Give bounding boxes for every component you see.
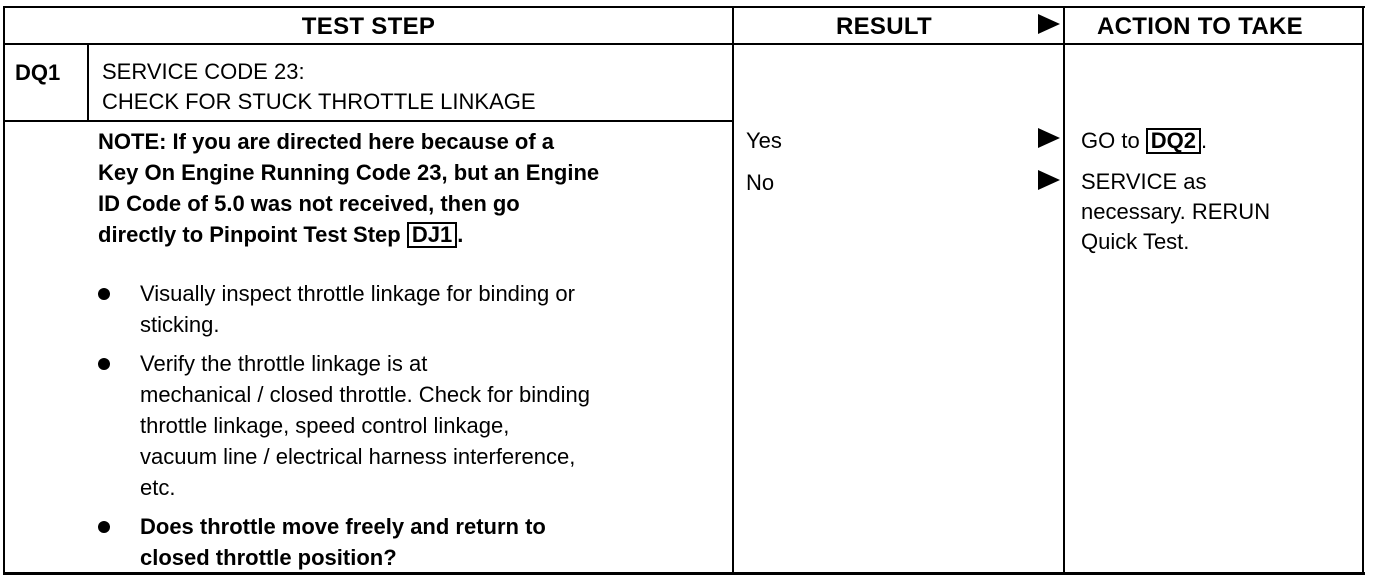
frame-right (1362, 6, 1364, 575)
bullet3-line1: Does throttle move freely and return to (140, 514, 546, 539)
step-title-line1: SERVICE CODE 23: (102, 59, 305, 84)
frame-left (3, 6, 5, 575)
action-yes-suffix: . (1201, 128, 1208, 153)
note-line1: NOTE: If you are directed here because of a (98, 129, 555, 154)
action-no-line2: necessary. RERUN (1081, 199, 1271, 224)
note-line4 (98, 219, 463, 250)
step-title-line2: CHECK FOR STUCK THROTTLE LINKAGE (102, 89, 536, 114)
bullet1-line1: Visually inspect throttle linkage for binding or (140, 281, 575, 306)
col-divider-result (732, 6, 734, 575)
note-line4-prefix: directly to Pinpoint Test Step (98, 222, 407, 247)
bullet-icon (98, 358, 110, 370)
bullet-icon (98, 521, 110, 533)
title-divider (3, 120, 734, 122)
note-suffix: . (457, 222, 464, 247)
result-no: No (746, 170, 775, 195)
bullet2-line4: vacuum line / electrical harness interference, (140, 444, 576, 469)
note-ref-dj1[interactable]: DJ1 (407, 222, 457, 248)
action-no-line1: SERVICE as (1081, 169, 1207, 194)
bullet2-line5: etc. (140, 475, 176, 500)
result-no-arrow-icon (1038, 170, 1060, 190)
bullet2-line1: Verify the throttle linkage is at (140, 351, 428, 376)
header-test-step: TEST STEP (301, 13, 436, 40)
result-yes: Yes (746, 128, 782, 153)
header-action: ACTION TO TAKE (1097, 13, 1303, 40)
bullet-icon (98, 288, 110, 300)
action-yes-prefix: GO to (1081, 128, 1146, 153)
code-col-divider (87, 45, 89, 121)
bullet2-line3: throttle linkage, speed control linkage, (140, 413, 510, 438)
action-ref-dq2[interactable]: DQ2 (1146, 128, 1201, 154)
note-line2: Key On Engine Running Code 23, but an Engine (98, 160, 600, 185)
result-yes-arrow-icon (1038, 128, 1060, 148)
note-line3: ID Code of 5.0 was not received, then go (98, 191, 520, 216)
header-result: RESULT (835, 13, 933, 40)
bullet2-line2: mechanical / closed throttle. Check for binding (140, 382, 591, 407)
action-no-line3: Quick Test. (1081, 229, 1190, 254)
step-code: DQ1 (15, 60, 61, 85)
action-yes (1081, 125, 1207, 156)
col-divider-action (1063, 6, 1065, 575)
bullet3-line2: closed throttle position? (140, 545, 397, 570)
header-arrow-icon (1038, 14, 1060, 34)
bullet1-line2: sticking. (140, 312, 220, 337)
